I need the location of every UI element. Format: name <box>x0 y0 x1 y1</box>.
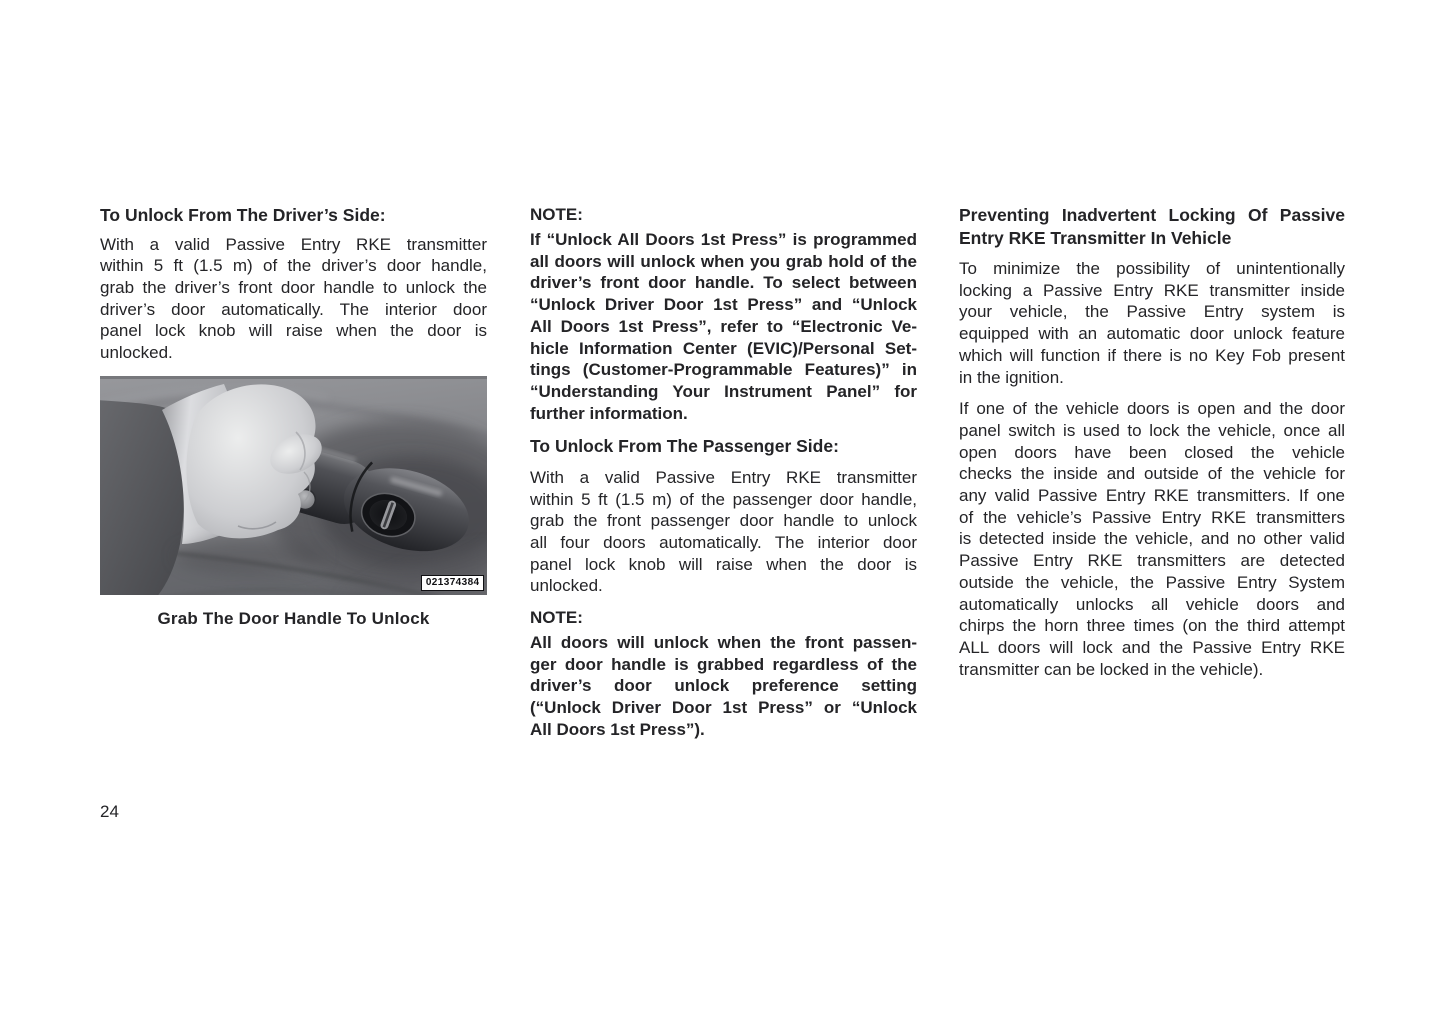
note2-body: All doors will unlock when the front passen- ger door handle is grabbed regardless of the driver’s door unlock preference setting (“Unlock Driver Door 1st Press” or “Unlock All Doors 1st Press”). <box>530 633 917 739</box>
door-handle-figure <box>100 376 487 595</box>
door-handle-illustration <box>100 376 487 595</box>
note1-body: If “Unlock All Doors 1st Press” is programmed all doors will unlock when you grab hold of the driver’s front door handle. To select between “Unlock Driver Door 1st Press” and “Unlock All Doors 1st Press”, refer to “Electronic Ve- hicle Information Center (EVIC)/Personal Set- tings (Customer-Programmable Features)” in “Understanding Your Instrument Panel” for further information. <box>530 230 917 423</box>
column-notes-passenger-side <box>530 204 917 741</box>
column-driver-side <box>100 204 487 629</box>
note1-label: NOTE: <box>530 205 583 224</box>
photo-id-label: 021374384 <box>421 575 484 591</box>
paragraph-driver-side: With a valid Passive Entry RKE transmitter within 5 ft (1.5 m) of the driver’s door handle, grab the driver’s front door handle to unlock the driver’s door automatically. The interior door panel lock knob will raise when the door is unlocked. <box>100 234 487 363</box>
paragraph-door-panel-switch: If one of the vehicle doors is open and the door panel switch is used to lock the vehicle, once all open doors have been closed the vehicle checks the inside and outside of the vehicle for any valid Passive Entry RKE transmitters. If one of the vehicle’s Passive Entry RKE transmitters is detected inside the vehicle, and no other valid Passive Entry RKE transmitters are detected outside the vehicle, the Passive Entry System automatically unlocks all vehicle doors and chirps the horn three times (on the third attempt ALL doors will lock and the Passive Entry RKE transmitter can be locked in the vehicle). <box>959 399 1345 679</box>
note2-label: NOTE: <box>530 608 583 628</box>
column-preventing-inadvertent-locking <box>959 204 1345 680</box>
heading-unlock-driver-side: To Unlock From The Driver’s Side: <box>100 205 386 225</box>
figure-caption: Grab The Door Handle To Unlock <box>157 608 430 628</box>
paragraph-passenger-side: With a valid Passive Entry RKE transmitter within 5 ft (1.5 m) of the passenger door handle, grab the front passenger door handle to unlock all four doors automatically. The interior door panel lock knob will raise when the door is unlocked. <box>530 467 917 596</box>
heading-preventing-inadvertent-locking: Preventing Inadvertent Locking Of Passive Entry RKE Transmitter In Vehicle <box>959 205 1345 248</box>
page-number: 24 <box>100 802 119 821</box>
paragraph-auto-unlock-feature: To minimize the possibility of unintentionally locking a Passive Entry RKE transmitter inside your vehicle, the Passive Entry system is equipped with an automatic door unlock feature which will function if there is no Key Fob present in the ignition. <box>959 259 1345 387</box>
heading-unlock-passenger-side: To Unlock From The Passenger Side: <box>530 436 839 457</box>
